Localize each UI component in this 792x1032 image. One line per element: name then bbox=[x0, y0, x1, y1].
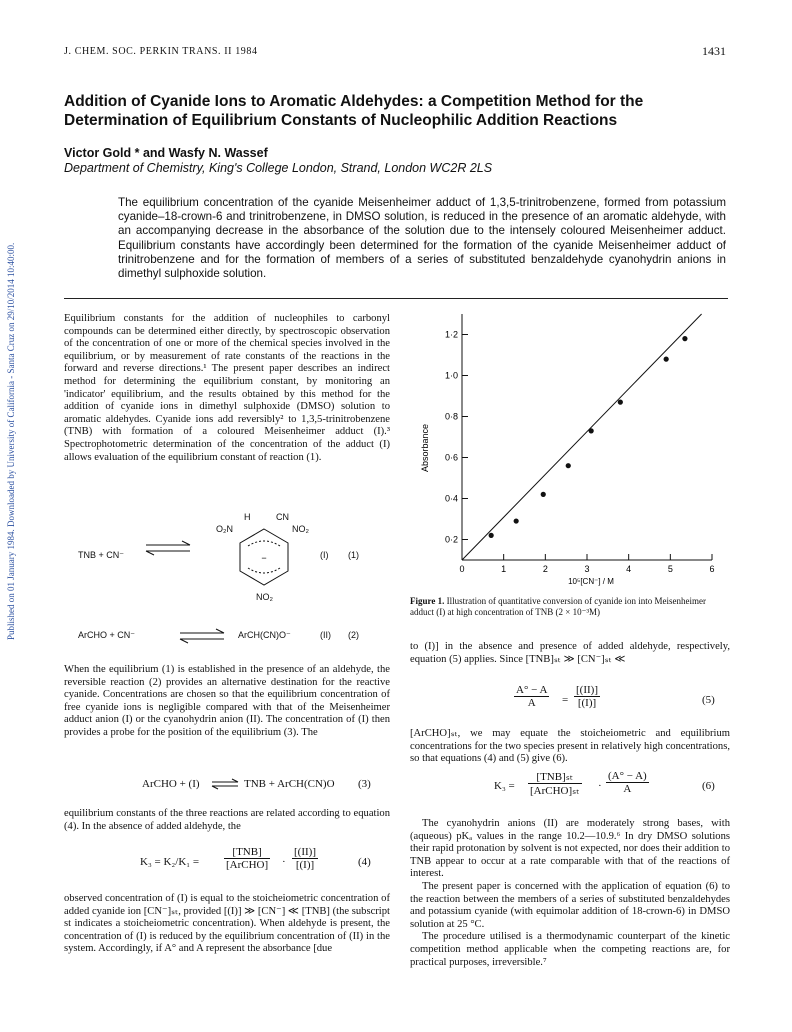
data-point-1 bbox=[489, 533, 494, 538]
equation-5 bbox=[410, 684, 730, 718]
abstract: The equilibrium concentration of the cyanide Meisenheimer adduct of 1,3,5-trinitrobenzene, formed from potassium cyanide–18-crown-6 and trinitrobenzene, in DMSO solution, is reduced in the presence of an aromatic aldehyde, with an accompanying decrease in the absorbance of the solution due to the intensely coloured Meisenheimer adduct. Equilibrium constants have accordingly been determined for the formation of the cyanide Meisenheimer adduct of trinitrobenzene and for the formation of members of a series of substituted benzaldehyde cyanohydrin anions in dimethyl sulphoxide solution. bbox=[118, 196, 726, 281]
meisenheimer-ring bbox=[234, 524, 294, 590]
scheme-2 bbox=[64, 626, 390, 646]
x-tick-label: 2 bbox=[542, 564, 548, 574]
scheme1-no2-right: NO₂ bbox=[292, 524, 309, 534]
left-paragraph-4: observed concentration of (I) is equal to the stoicheiometric concentration of added cyanide ion [CN⁻]ₛₜ, provided [(I)] ≫ [CN⁻] ≪ [TNB] (the subscript st indicates a stoicheiometric concentration). When aldehyde is present, the concentration of (I) is reduced by the equilibrium concentration of (II) in the system. Accordingly, if A° and A represent the absorbance [due bbox=[64, 893, 390, 955]
eq5-fraction-2: $\frac{[(II)]}{[(I)]}$ bbox=[576, 684, 598, 709]
fit-line bbox=[462, 314, 702, 560]
eq6-number: (6) bbox=[702, 780, 715, 792]
equilibrium-arrow-1 bbox=[142, 538, 194, 558]
data-point-7 bbox=[664, 357, 669, 362]
scheme2-number: (2) bbox=[348, 630, 359, 640]
eq6-fraction-1: [TNB]ₛₜ [ArCHO]ₛₜ bbox=[530, 771, 580, 797]
data-point-2 bbox=[514, 518, 519, 523]
eq6-lhs: K₃ = bbox=[494, 780, 515, 792]
eq4-number: (4) bbox=[358, 856, 371, 868]
x-axis-label: 10⁵[CN⁻] / M bbox=[568, 577, 614, 586]
eq4-fraction-1: [TNB] [ArCHO] bbox=[226, 846, 269, 871]
eq5-fraction-1: $\frac{A^\circ - A}{A}$ bbox=[516, 684, 548, 709]
caption-text: Illustration of quantitative conversion of cyanide ion into Meisenheimer adduct (I) at high concentration of TNB (2 × 10⁻³M) bbox=[410, 596, 707, 617]
divider bbox=[64, 298, 728, 299]
y-tick-label: 0·2 bbox=[444, 534, 458, 545]
scheme-1 bbox=[64, 512, 390, 616]
eq4-lhs: K₃ = K₂/K₁ = bbox=[140, 856, 200, 868]
page-number: 1431 bbox=[702, 44, 726, 58]
eq4-fraction-2: $\frac{[(II)]}{[(I)]}$ bbox=[294, 846, 316, 871]
equation-4 bbox=[64, 846, 390, 880]
scheme1-reactants: TNB + CN⁻ bbox=[78, 550, 125, 560]
right-paragraphs bbox=[410, 818, 730, 969]
article-title bbox=[64, 92, 734, 130]
left-paragraph-1: Equilibrium constants for the addition of nucleophiles to carbonyl compounds can be determined either directly, by spectroscopic observation of the concentration of one or more of the chemical species involved in the equilibrium, or by measurement of rate constants of the reactions in the forward and reverse directions.¹ The present paper describes an indirect method for determining the equilibrium constant, by monitoring an 'indicator' equilibrium, and the results obtained by this method for the addition of cyanide ions in dimethyl sulphoxide (DMSO) solution to aromatic aldehydes. Cyanide ions add reversibly² to 1,3,5-trinitrobenzene (TNB) with formation of a coloured Meisenheimer adduct (I).³ Spectrophotometric determination of the concentration of the adduct (I) allows evaluation of the equilibrium constant of reaction (1). bbox=[64, 313, 390, 463]
eq6-dot: · bbox=[598, 780, 602, 792]
x-tick-label: 1 bbox=[501, 564, 507, 574]
eq4-dot: · bbox=[282, 856, 286, 868]
eq6-fraction-2: $\frac{(A^\circ - A)}{A}$ bbox=[608, 770, 647, 795]
scheme1-h: H bbox=[244, 512, 251, 522]
equation-3 bbox=[64, 776, 390, 794]
running-header: J. CHEM. SOC. PERKIN TRANS. II 1984 bbox=[64, 46, 258, 57]
svg-text:−: − bbox=[261, 553, 267, 563]
x-tick-label: 3 bbox=[584, 564, 590, 574]
right-paragraph-3: The cyanohydrin anions (II) are moderately strong bases, with (aqueous) pKₐ values in the range 10.2—10.9.⁶ In dry DMSO solutions their rapid protonation by solvent is not expected, nor does their addition to TNB appear to occur at a rate comparable with that of the reactions of interest. bbox=[410, 818, 730, 880]
data-point-5 bbox=[589, 428, 594, 433]
equilibrium-arrow-2 bbox=[176, 626, 228, 646]
y-axis-label: Absorbance bbox=[420, 423, 430, 473]
right-paragraph-4: The present paper is concerned with the application of equation (6) to the reaction between the members of a series of substituted benzaldehydes and potassium cyanide (with equimolar addition of 18-crown-6) in DMSO solution at 25 °C. bbox=[410, 880, 730, 930]
affiliation: Department of Chemistry, King's College London, Strand, London WC2R 2LS bbox=[64, 161, 493, 175]
x-tick-label: 4 bbox=[626, 564, 632, 574]
absorbance-chart bbox=[404, 308, 732, 588]
title-line-2: Determination of Equilibrium Constants of Nucleophilic Addition Reactions bbox=[64, 112, 618, 129]
scheme2-label: (II) bbox=[320, 630, 331, 640]
x-tick-label: 0 bbox=[459, 564, 465, 574]
right-paragraph-5: The procedure utilised is a thermodynamic counterpart of the kinetic competition method applicable when the competing reactions are, for practical purposes, irreversible.⁷ bbox=[410, 931, 730, 968]
left-paragraph-2: When the equilibrium (1) is established in the presence of an aldehyde, the reversible reaction (2) provides an alternative destination for the reactive cyanide. Concentrations are chosen so that the equilibrium concentration of free cyanide ions is negligible compared with that of the Meisenheimer adduct anion (I) or the cyanohydrin anion (II). The concentration of (I) then provides a probe for the position of the equilibrium (3). The bbox=[64, 664, 390, 738]
eq5-equals: = bbox=[562, 694, 569, 706]
y-tick-label: 0·8 bbox=[444, 411, 458, 422]
data-point-8 bbox=[682, 336, 687, 341]
right-paragraph-1: to (I)] in the absence and presence of added aldehyde, respectively, equation (5) applies. Since [TNB]ₛₜ ≫ [CN⁻]ₛₜ ≪ bbox=[410, 641, 730, 665]
figure-caption bbox=[410, 596, 730, 618]
download-notice[interactable]: Published on 01 January 1984. Downloaded by University of California - Santa Cruz on 29/10/2014 10:40:00. bbox=[6, 242, 16, 640]
x-tick-label: 6 bbox=[709, 564, 715, 574]
y-tick-label: 0·6 bbox=[444, 452, 458, 463]
data-point-4 bbox=[566, 463, 571, 468]
y-tick-label: 1·2 bbox=[444, 329, 458, 340]
scheme2-product: ArCH(CN)O⁻ bbox=[238, 630, 291, 640]
y-tick-label: 1·0 bbox=[444, 370, 458, 381]
x-tick-label: 5 bbox=[667, 564, 673, 574]
eq3-left: ArCHO + (I) bbox=[142, 778, 200, 790]
right-paragraph-2: [ArCHO]ₛₜ, we may equate the stoicheiometric and equilibrium concentrations for the two species present in relatively high concentrations, so that equations (4) and (5) give (6). bbox=[410, 728, 730, 765]
eq5-number: (5) bbox=[702, 694, 715, 706]
authors: Victor Gold * and Wasfy N. Wassef bbox=[64, 146, 268, 160]
data-point-3 bbox=[541, 492, 546, 497]
scheme1-cn: CN bbox=[276, 512, 289, 522]
scheme1-number: (1) bbox=[348, 550, 359, 560]
scheme1-label: (I) bbox=[320, 550, 329, 560]
y-tick-label: 0·4 bbox=[444, 493, 458, 504]
eq3-right: TNB + ArCH(CN)O bbox=[244, 778, 335, 790]
data-point-6 bbox=[618, 400, 623, 405]
eq3-number: (3) bbox=[358, 778, 371, 790]
scheme1-no2-bottom: NO₂ bbox=[256, 592, 273, 602]
equation-6 bbox=[410, 770, 730, 804]
eq3-arrow bbox=[210, 777, 240, 791]
scheme1-o2n: O₂N bbox=[216, 524, 233, 534]
title-line-1: Addition of Cyanide Ions to Aromatic Aldehydes: a Competition Method for the bbox=[64, 93, 644, 110]
left-paragraph-3: equilibrium constants of the three reactions are related according to equation (4). In the absence of added aldehyde, the bbox=[64, 808, 390, 832]
caption-label: Figure 1. bbox=[410, 596, 445, 606]
scheme2-reactants: ArCHO + CN⁻ bbox=[78, 630, 136, 640]
